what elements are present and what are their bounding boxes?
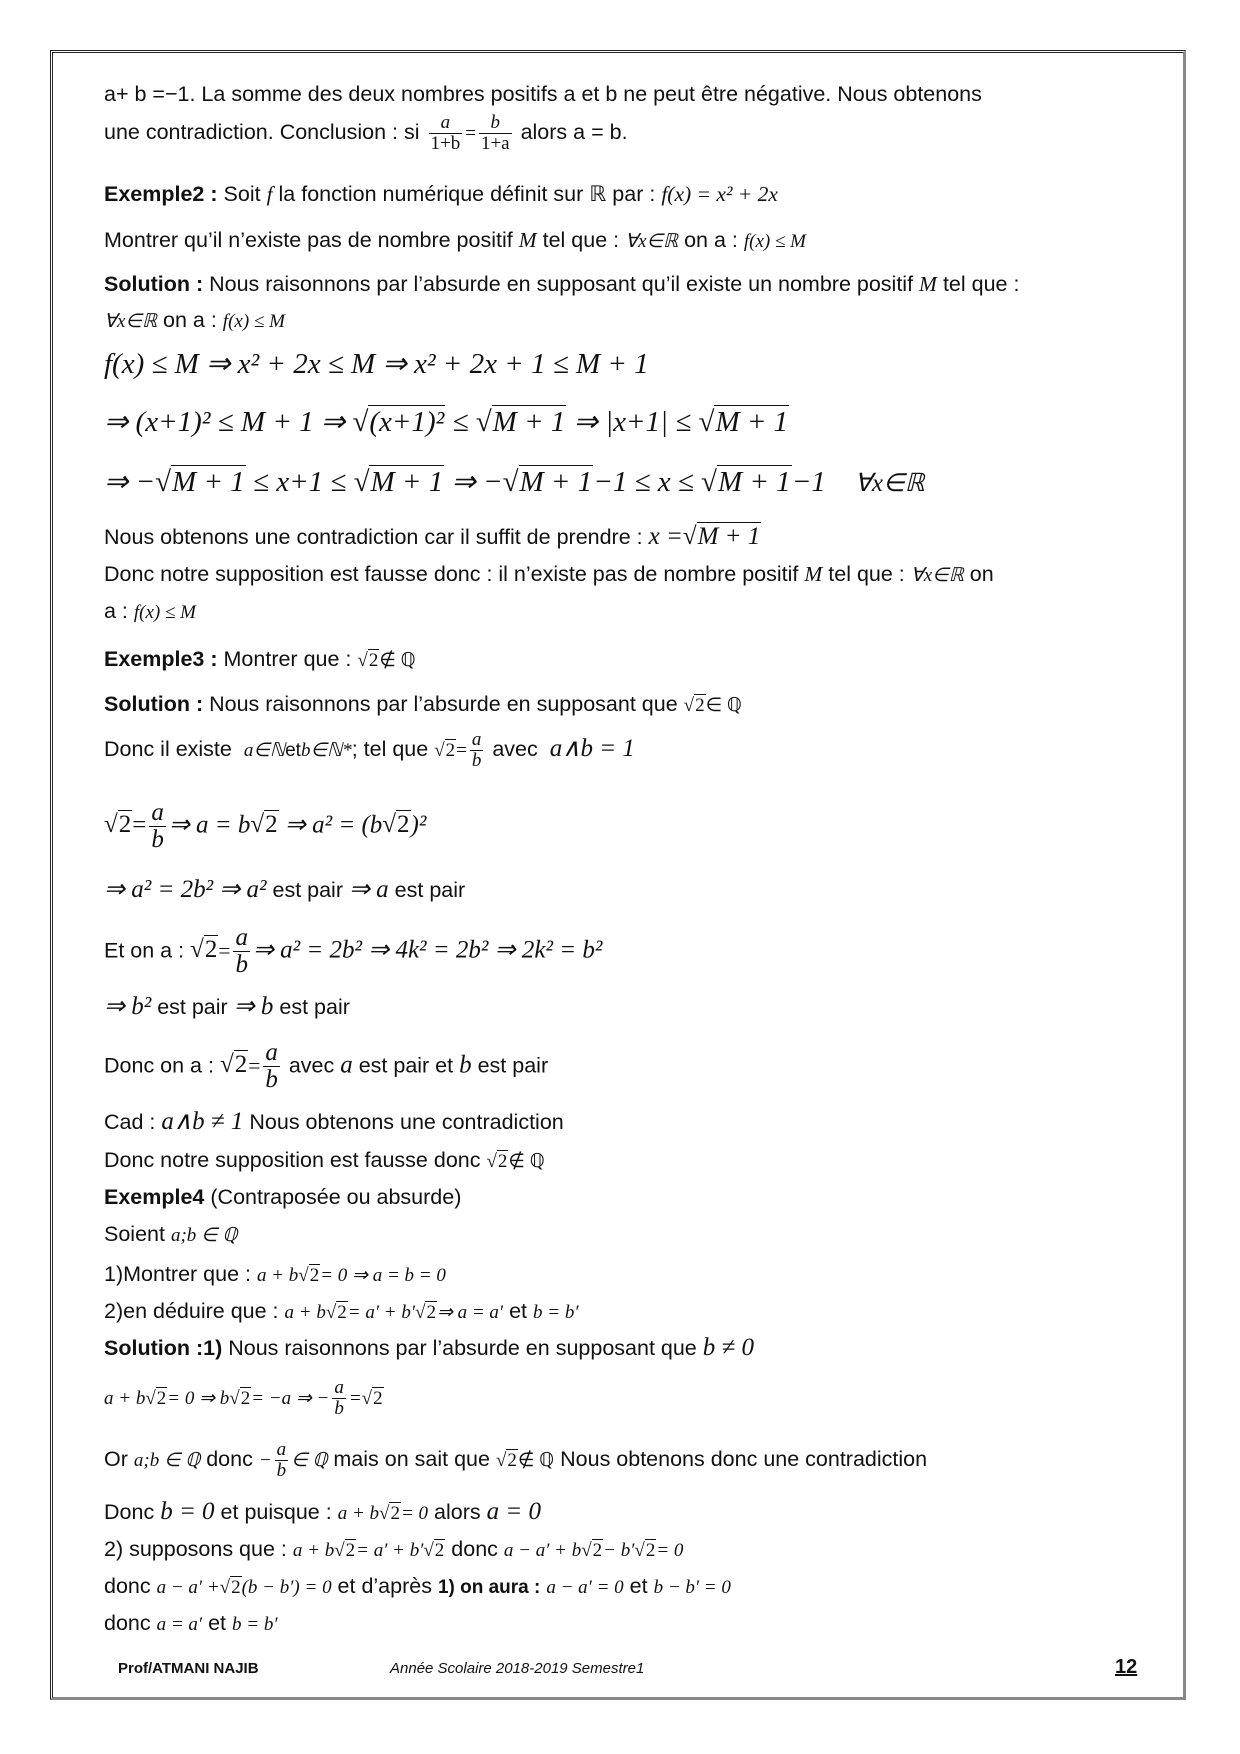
math-line: √2= $\frac{a}{b}$ ⇒ a = b√2 ⇒ a² = (b√2)² (104, 799, 427, 854)
question-1: 1)Montrer que : a + b√2= 0 ⇒ a = b = 0 (104, 1262, 446, 1286)
text-line (104, 113, 628, 154)
text: une contradiction. Conclusion : si (104, 120, 420, 145)
footer-author: Prof/ATMANI NAJIB (118, 1660, 259, 1677)
text-line: Nous obtenons une contradiction car il suffit de prendre : x =√M + 1 (104, 523, 761, 550)
text-line: Montrer qu’il n’existe pas de nombre positif M tel que : ∀x∈ℝ on a : f(x) ≤ M (104, 228, 806, 252)
solution-heading: Solution : Nous raisonnons par l’absurde en supposant qu’il existe un nombre positif M tel que : (104, 272, 1020, 296)
fraction: $\frac{b}{1+a}$ (480, 112, 510, 154)
exemple4-heading: Exemple4 (Contraposée ou absurde) (104, 1185, 462, 1209)
equals: = (465, 123, 476, 145)
text-line: Et on a : √2= $\frac{a}{b}$ ⇒ a² = 2b² ⇒ 4k² = 2b² ⇒ 2k² = b² (104, 924, 603, 979)
text-line: donc a = a′ et b = b′ (104, 1611, 278, 1635)
exemple3-heading: Exemple3 : Montrer que : √2∉ ℚ (104, 647, 416, 671)
text-line: Cad : a∧b ≠ 1 Nous obtenons une contradiction (104, 1108, 564, 1135)
question-2: 2)en déduire que : a + b√2= a′ + b′√2⇒ a = a′ et b = b′ (104, 1299, 579, 1323)
math-line: ⇒ (x+1)² ≤ M + 1 ⇒ √(x+1)² ≤ √M + 1 ⇒ |x+1| ≤ √M + 1 (104, 406, 789, 438)
text-line: a : f(x) ≤ M (104, 599, 197, 623)
text-line: ⇒ a² = 2b² ⇒ a² est pair ⇒ a est pair (104, 876, 466, 903)
footer-school-year: Année Scolaire 2018-2019 Semestre1 (390, 1660, 645, 1677)
fraction: $\frac{a}{1+b}$ (430, 112, 461, 154)
text-line: a+ b =−1. La somme des deux nombres positifs a et b ne peut être négative. Nous obtenons (104, 82, 982, 106)
text: alors a = b. (520, 120, 628, 145)
text-line: Donc on a : √2= $\frac{a}{b}$ avec a est pair et b est pair (104, 1039, 549, 1094)
text-line: Donc notre supposition est fausse donc : il n’existe pas de nombre positif M tel que : ∀x∈ℝ on (104, 562, 994, 586)
text-line: Donc notre supposition est fausse donc √2∉ ℚ (104, 1148, 545, 1172)
math-line: a + b√2= 0 ⇒ b√2= −a ⇒ − $\frac{a}{b}$ =√2 (104, 1377, 383, 1419)
solution-heading: Solution :1) Nous raisonnons par l’absurde en supposant que b ≠ 0 (104, 1334, 754, 1361)
solution-heading: Solution : Nous raisonnons par l’absurde en supposant que √2∈ ℚ (104, 692, 742, 716)
text-line: ⇒ b² est pair ⇒ b est pair (104, 993, 350, 1020)
math-line: f(x) ≤ M ⇒ x² + 2x ≤ M ⇒ x² + 2x + 1 ≤ M + 1 (104, 348, 649, 380)
text-line: 2) supposons que : a + b√2= a′ + b′√2 donc a − a′ + b√2− b′√2= 0 (104, 1537, 684, 1561)
math-line: ⇒ −√M + 1 ≤ x+1 ≤ √M + 1 ⇒ −√M + 1−1 ≤ x ≤ √M + 1−1 ∀x∈ℝ (104, 466, 925, 498)
text-line: donc a − a′ +√2(b − b′) = 0 et d’après 1) on aura : a − a′ = 0 et b − b′ = 0 (104, 1574, 731, 1598)
exemple2-heading: Exemple2 : Soit f la fonction numérique définit sur ℝ par : f(x) = x² + 2x (104, 182, 778, 206)
text-line: Soient a;b ∈ ℚ (104, 1222, 238, 1246)
text-line: ∀x∈ℝ on a : f(x) ≤ M (104, 308, 285, 332)
text-line: Or a;b ∈ ℚ donc − $\frac{a}{b}$ ∈ ℚ mais on sait que √2∉ ℚ Nous obtenons donc une contradiction (104, 1439, 928, 1481)
text-line: Donc b = 0 et puisque : a + b√2= 0 alors a = 0 (104, 1498, 541, 1525)
page-number: 12 (1115, 1656, 1138, 1678)
text-line: Donc il existe a∈ℕetb∈ℕ*; tel que √2= $\frac{a}{b}$ avec a∧b = 1 (104, 729, 635, 771)
